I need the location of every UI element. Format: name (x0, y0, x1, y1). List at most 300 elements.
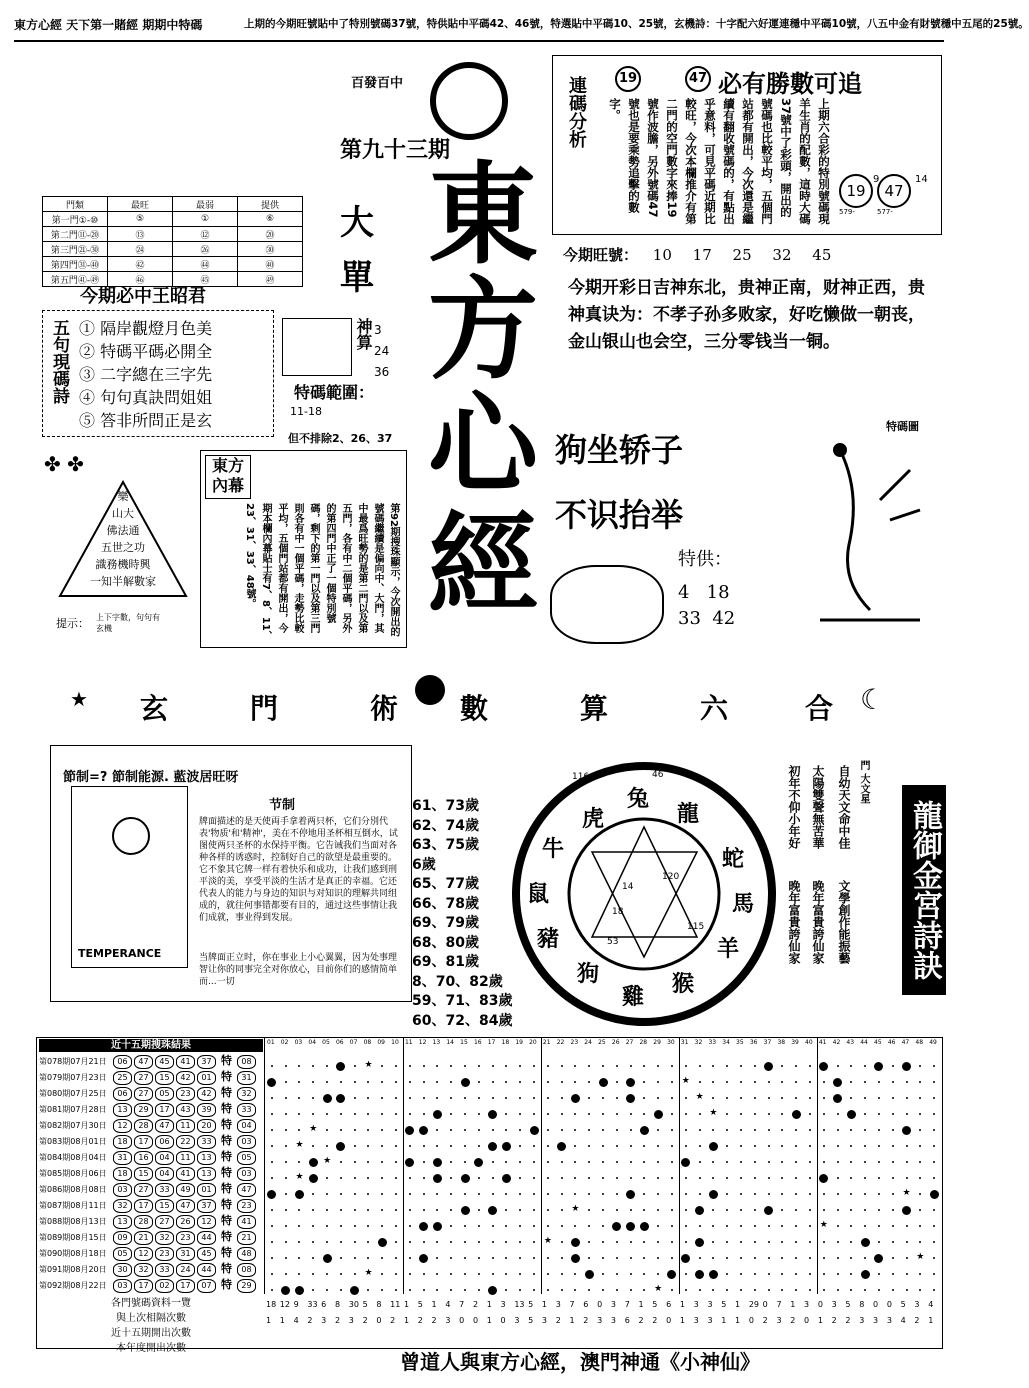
grid-dot (340, 1177, 342, 1179)
stat-value: 1 (735, 1300, 741, 1309)
grid-dot (685, 1097, 687, 1099)
grid-dot (809, 1161, 811, 1163)
grid-dot (602, 1241, 604, 1243)
grid-dot (892, 1081, 894, 1083)
grid-dot (602, 1145, 604, 1147)
grid-dot (919, 1289, 921, 1291)
grid-dot (630, 1177, 632, 1179)
hit-dot (378, 1238, 387, 1247)
result-ball: 47 (155, 1119, 174, 1133)
grid-dot (878, 1193, 880, 1195)
grid-dot (809, 1273, 811, 1275)
grid-dot (271, 1257, 273, 1259)
grid-dot (381, 1257, 383, 1259)
ring-num: 18 (612, 907, 624, 917)
result-ball: 17 (134, 1135, 153, 1149)
grid-dot (298, 1161, 300, 1163)
hit-dot (267, 1078, 276, 1087)
grid-dot (726, 1129, 728, 1131)
grid-dot (754, 1209, 756, 1211)
hit-dot (902, 1126, 911, 1135)
tarot-title: 節制=? 節制能源. 藍波居旺呀 (63, 770, 239, 785)
triangle-line: 五世之功 (101, 541, 145, 554)
grid-dot (354, 1081, 356, 1083)
grid-dot (671, 1081, 673, 1083)
grid-dot (823, 1209, 825, 1211)
stat-value: 0 (376, 1316, 382, 1325)
result-ball: 48 (237, 1247, 256, 1261)
grid-dot (754, 1097, 756, 1099)
special-star: ★ (309, 1124, 318, 1134)
lucky-label: 今期旺號： (563, 246, 639, 264)
grid-dot (643, 1289, 645, 1291)
grid-dot (837, 1177, 839, 1179)
grid-dot (340, 1193, 342, 1195)
grid-dot (312, 1241, 314, 1243)
table-row (39, 1198, 263, 1213)
grid-dot (354, 1161, 356, 1163)
grid-dot (519, 1241, 521, 1243)
result-ball: 08 (237, 1055, 256, 1069)
result-ball: 04 (237, 1119, 256, 1133)
hit-dot (861, 1270, 870, 1279)
grid-dot (464, 1289, 466, 1291)
grid-dot (740, 1209, 742, 1211)
grid-dot (850, 1193, 852, 1195)
result-ball: 13 (113, 1215, 132, 1229)
triangle-box (58, 480, 188, 598)
grid-dot (492, 1225, 494, 1227)
zodiac-animal: 狗 (577, 962, 600, 987)
hit-dot (488, 1286, 497, 1295)
grid-dot (547, 1113, 549, 1115)
grid-dot (409, 1241, 411, 1243)
grid-dot (823, 1161, 825, 1163)
grid-dot (602, 1273, 604, 1275)
column-header: 13 (432, 1039, 441, 1046)
table-row (39, 1134, 263, 1149)
grid-dot (850, 1065, 852, 1067)
lucky-num: 10 (652, 246, 672, 264)
hit-dot (461, 1174, 470, 1183)
grid-dot (768, 1161, 770, 1163)
stat-value: 30 (348, 1300, 359, 1309)
grid-dot (933, 1081, 935, 1083)
grid-dot (643, 1113, 645, 1115)
grid-dot (367, 1145, 369, 1147)
divider (541, 1038, 542, 1294)
mouse-drawing-icon (282, 318, 352, 376)
grid-dot (574, 1113, 576, 1115)
grid-dot (423, 1081, 425, 1083)
grid-dot (561, 1113, 563, 1115)
grid-dot (933, 1065, 935, 1067)
column-header: 01 (267, 1039, 275, 1046)
grid-dot (657, 1225, 659, 1227)
hit-dot (930, 1190, 939, 1199)
grid-dot (616, 1113, 618, 1115)
column-header: 45 (874, 1039, 882, 1046)
grid-dot (574, 1193, 576, 1195)
grid-dot (492, 1177, 494, 1179)
palace-col: 初年不仰小年好 (787, 765, 801, 849)
grid-dot (505, 1161, 507, 1163)
tegong-num: 4 (678, 582, 690, 603)
grid-dot (340, 1113, 342, 1115)
grid-dot (519, 1257, 521, 1259)
result-ball: 15 (134, 1167, 153, 1181)
grid-dot (906, 1241, 908, 1243)
hit-dot (488, 1142, 497, 1151)
grid-dot (271, 1273, 273, 1275)
grid-dot (423, 1161, 425, 1163)
grid-dot (409, 1193, 411, 1195)
result-ball: 特 (221, 1134, 232, 1147)
period-label: 第089期08月15日 (39, 1233, 107, 1242)
grid-dot (850, 1145, 852, 1147)
grid-dot (547, 1065, 549, 1067)
grid-dot (768, 1081, 770, 1083)
grid-dot (450, 1209, 452, 1211)
grid-dot (367, 1225, 369, 1227)
result-ball: 23 (176, 1231, 195, 1245)
grid-dot (795, 1065, 797, 1067)
grid-dot (671, 1209, 673, 1211)
badge (345, 60, 425, 100)
grid-dot (574, 1177, 576, 1179)
grid-dot (450, 1145, 452, 1147)
grid-dot (768, 1241, 770, 1243)
door-cell: ㊻ (108, 272, 173, 287)
grid-dot (823, 1145, 825, 1147)
stat-value: 8 (859, 1300, 865, 1309)
result-ball: 特 (221, 1262, 232, 1275)
special-star: ★ (695, 1092, 704, 1102)
grid-dot (561, 1257, 563, 1259)
grid-dot (340, 1129, 342, 1131)
result-ball: 27 (134, 1071, 153, 1085)
age-line: 63、75歲 (412, 837, 479, 853)
stat-value: 1 (721, 1316, 727, 1325)
grid-dot (505, 1241, 507, 1243)
result-ball: 13 (113, 1103, 132, 1117)
grid-dot (436, 1065, 438, 1067)
grid-dot (602, 1097, 604, 1099)
grid-dot (781, 1225, 783, 1227)
door-cell: ㊹ (173, 257, 238, 272)
grid-dot (602, 1257, 604, 1259)
hit-dot (833, 1094, 842, 1103)
stat-value: 2 (790, 1316, 796, 1325)
grid-dot (933, 1113, 935, 1115)
hit-dot (764, 1206, 773, 1215)
grid-dot (285, 1273, 287, 1275)
grid-dot (850, 1273, 852, 1275)
grid-dot (519, 1081, 521, 1083)
result-ball: 特 (221, 1198, 232, 1211)
grid-dot (919, 1273, 921, 1275)
grid-dot (795, 1225, 797, 1227)
ball-a: 19 (839, 174, 873, 208)
result-ball: 27 (155, 1215, 174, 1229)
result-ball: 20 (197, 1119, 216, 1133)
grid-dot (547, 1177, 549, 1179)
grid-dot (850, 1225, 852, 1227)
grid-dot (795, 1273, 797, 1275)
grid-dot (809, 1289, 811, 1291)
stat-value: 0 (748, 1316, 754, 1325)
grid-dot (906, 1113, 908, 1115)
grid-dot (588, 1177, 590, 1179)
hit-dot (902, 1206, 911, 1215)
grid-dot (436, 1257, 438, 1259)
zodiac-animal: 猴 (672, 972, 695, 997)
age-line: 69、79歲 (412, 915, 479, 931)
table-row (39, 1102, 263, 1117)
stat-value: 3 (776, 1316, 782, 1325)
grid-dot (326, 1145, 328, 1147)
table-row (39, 1182, 263, 1197)
period-label: 第078期07月21日 (39, 1057, 107, 1066)
grid-dot (795, 1289, 797, 1291)
grid-dot (547, 1193, 549, 1195)
stat-value: 2 (555, 1316, 561, 1325)
grid-dot (367, 1241, 369, 1243)
grid-dot (602, 1289, 604, 1291)
banner-char: 算 (580, 692, 609, 725)
grid-dot (712, 1241, 714, 1243)
hit-dot (281, 1286, 290, 1295)
grid-dot (395, 1289, 397, 1291)
grid-dot (685, 1113, 687, 1115)
grid-dot (464, 1113, 466, 1115)
grid-dot (464, 1145, 466, 1147)
grid-dot (464, 1161, 466, 1163)
grid-dot (271, 1145, 273, 1147)
tegong-label: 特供： (678, 549, 732, 570)
grid-dot (561, 1161, 563, 1163)
grid-dot (436, 1241, 438, 1243)
result-ball: 01 (197, 1071, 216, 1085)
hit-dot (461, 1206, 470, 1215)
grid-dot (823, 1081, 825, 1083)
door-cell: ① (173, 212, 238, 227)
grid-dot (298, 1225, 300, 1227)
door-cell: 第四門㉛-㊵ (43, 257, 108, 272)
grid-dot (712, 1097, 714, 1099)
grid-dot (561, 1193, 563, 1195)
grid-dot (616, 1241, 618, 1243)
stat-value: 1 (735, 1316, 741, 1325)
special-star: ★ (681, 1076, 690, 1086)
triangle-line: 一知半解數家 (90, 575, 156, 588)
grid-dot (478, 1081, 480, 1083)
column-header: 49 (929, 1039, 937, 1046)
stat-value: 4 (928, 1300, 934, 1309)
grid-dot (643, 1241, 645, 1243)
grid-dot (740, 1097, 742, 1099)
grid-dot (519, 1097, 521, 1099)
hit-dot (488, 1110, 497, 1119)
grid-dot (878, 1097, 880, 1099)
hit-dot (640, 1126, 649, 1135)
result-ball: 42 (176, 1071, 195, 1085)
result-ball: 23 (237, 1199, 256, 1213)
grid-dot (864, 1177, 866, 1179)
grid-dot (464, 1193, 466, 1195)
special-star: ★ (819, 1220, 828, 1230)
table-row (39, 1214, 263, 1229)
hit-dot (474, 1158, 483, 1167)
grid-dot (864, 1225, 866, 1227)
grid-dot (409, 1273, 411, 1275)
result-ball: 特 (221, 1246, 232, 1259)
title-char-4: 經 (428, 500, 538, 629)
result-ball: 04 (155, 1151, 174, 1165)
grid-dot (312, 1257, 314, 1259)
shensuan-num: 24 (374, 344, 390, 358)
age-line: 65、77歲 (412, 876, 479, 892)
grid-dot (285, 1193, 287, 1195)
grid-dot (588, 1097, 590, 1099)
grid-dot (561, 1241, 563, 1243)
grid-dot (726, 1113, 728, 1115)
grid-dot (726, 1161, 728, 1163)
grid-dot (450, 1225, 452, 1227)
must-win-body: 上期六合彩的特別號碼現羊生肖的配數，這時大碼37號中了彩頭，開出的號碼也比較平均，五個門站都有開出，今次還是繼續有翻收號碼的，有點出乎意料，可見平碼近期比較旺，今次本欄推介有第二門的空門數字來捧19號作波膽，另外號碼47號也是要乘勢追擊的數字。 (608, 98, 831, 225)
grid-dot (367, 1257, 369, 1259)
stat-value: 2 (845, 1316, 851, 1325)
header-title: 東方心經 天下第一賭經 期期中特碼 (14, 18, 203, 32)
result-ball: 21 (134, 1231, 153, 1245)
tarot-note: 当牌面正立时，你在事业上小心翼翼，因为处事理智让你的同事完全对你放心，目前你们的感情简单而...一切 (199, 953, 398, 987)
title-char-2: 方 (428, 265, 538, 394)
stat-value: 3 (610, 1316, 616, 1325)
grid-dot (602, 1161, 604, 1163)
grid-dot (285, 1257, 287, 1259)
stat-value: 3 (886, 1316, 892, 1325)
stat-label: 與上次相隔次數 (116, 1313, 186, 1324)
column-header: 14 (446, 1039, 454, 1046)
stat-value: 1 (638, 1300, 644, 1309)
grid-dot (740, 1193, 742, 1195)
grid-dot (892, 1209, 894, 1211)
grid-dot (492, 1273, 494, 1275)
grid-dot (464, 1241, 466, 1243)
grid-dot (823, 1273, 825, 1275)
grid-dot (754, 1241, 756, 1243)
grid-dot (933, 1209, 935, 1211)
grid-dot (271, 1161, 273, 1163)
grid-dot (892, 1145, 894, 1147)
grid-dot (423, 1097, 425, 1099)
stat-value: 0 (597, 1300, 603, 1309)
grid-dot (712, 1177, 714, 1179)
grid-dot (547, 1081, 549, 1083)
result-ball: 44 (197, 1231, 216, 1245)
grid-dot (809, 1097, 811, 1099)
zodiac-animal: 兔 (627, 787, 650, 812)
grid-dot (533, 1161, 535, 1163)
grid-dot (354, 1257, 356, 1259)
grid-dot (823, 1113, 825, 1115)
star-icon: ★ (70, 687, 88, 711)
age-line: 66、78歲 (412, 895, 479, 912)
result-ball: 12 (134, 1247, 153, 1261)
column-header: 17 (487, 1039, 496, 1046)
grid-dot (354, 1145, 356, 1147)
grid-dot (340, 1257, 342, 1259)
grid-dot (850, 1177, 852, 1179)
hit-dot (530, 1126, 539, 1135)
column-header: 28 (639, 1039, 648, 1046)
result-ball: 32 (113, 1199, 132, 1213)
stat-value: 3 (804, 1300, 810, 1309)
hit-dot (350, 1286, 359, 1295)
grid-dot (740, 1225, 742, 1227)
tarot-box (50, 745, 412, 1002)
grid-dot (809, 1065, 811, 1067)
grid-dot (878, 1177, 880, 1179)
result-ball: 31 (113, 1151, 132, 1165)
ring-num: 46 (652, 770, 664, 780)
grid-dot (795, 1145, 797, 1147)
grid-dot (823, 1257, 825, 1259)
period-label: 第091期08月20日 (39, 1265, 107, 1274)
grid-dot (381, 1161, 383, 1163)
grid-dot (850, 1257, 852, 1259)
grid-dot (712, 1065, 714, 1067)
column-header: 25 (598, 1039, 606, 1046)
hit-dot (323, 1094, 332, 1103)
tegong-num: 18 (706, 582, 730, 603)
result-ball: 特 (221, 1150, 232, 1163)
grid-dot (740, 1113, 742, 1115)
grid-dot (588, 1113, 590, 1115)
grid-dot (823, 1241, 825, 1243)
grid-dot (795, 1209, 797, 1211)
grid-dot (906, 1225, 908, 1227)
stat-value: 1 (403, 1300, 410, 1309)
grid-dot (533, 1193, 535, 1195)
door-cell: 第三門㉑-㉚ (43, 242, 108, 257)
result-ball: 04 (155, 1167, 174, 1181)
hit-dot (612, 1222, 621, 1231)
grid-dot (436, 1193, 438, 1195)
grid-dot (795, 1161, 797, 1163)
column-header: 11 (404, 1039, 413, 1046)
grid-dot (768, 1145, 770, 1147)
grid-dot (298, 1257, 300, 1259)
result-ball: 18 (113, 1135, 132, 1149)
grid-dot (492, 1129, 494, 1131)
column-header: 34 (722, 1039, 730, 1046)
grid-dot (574, 1081, 576, 1083)
grid-dot (436, 1097, 438, 1099)
stat-value: 5 (528, 1316, 534, 1325)
grid-dot (602, 1193, 604, 1195)
age-line: 68、80歲 (412, 934, 479, 951)
grid-dot (740, 1065, 742, 1067)
grid-dot (492, 1241, 494, 1243)
triangle-line: 山大 (112, 507, 134, 520)
grid-dot (809, 1193, 811, 1195)
hit-dot (709, 1270, 718, 1279)
hit-dot (502, 1142, 511, 1151)
grid-dot (326, 1193, 328, 1195)
grid-dot (423, 1065, 425, 1067)
grid-dot (478, 1257, 480, 1259)
